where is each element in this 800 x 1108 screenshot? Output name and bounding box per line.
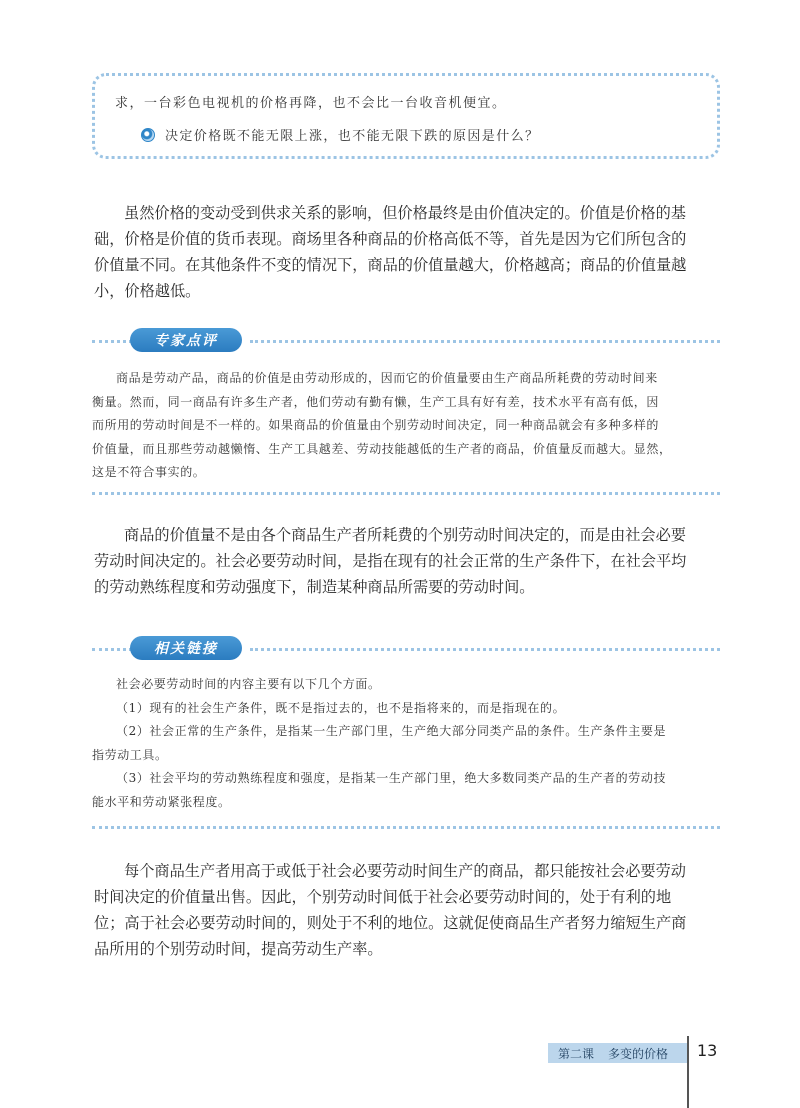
related-line: （2）社会正常的生产条件，是指某一生产部门里，生产绝大部分同类产品的条件。生产条件主要是 [116,724,667,738]
expert-comment-tab: 专家点评 [130,328,242,352]
paragraph-line: 位；高于社会必要劳动时间的，则处于不利的地位。这就促使商品生产者努力缩短生产商 [94,914,687,932]
paragraph-line: 的劳动熟练程度和劳动强度下，制造某种商品所需要的劳动时间。 [94,578,535,596]
question-box-text: 求，一台彩色电视机的价格再降，也不会比一台收音机便宜。 [115,96,507,111]
footer-lesson-title: 多变的价格 [608,1046,669,1061]
paragraph-line: 劳动时间决定的。社会必要劳动时间，是指在现有的社会正常的生产条件下，在社会平均 [94,552,687,570]
expert-line: 这是不符合事实的。 [92,465,206,479]
related-line: 能水平和劳动紧张程度。 [92,794,231,809]
paragraph-1 [94,200,720,304]
expert-line: 商品是劳动产品，商品的价值是由劳动形成的，因而它的价值量要由生产商品所耗费的劳动时间来 [116,371,658,385]
paragraph-line: 小，价格越低。 [94,282,201,300]
page-number: 13 [697,1041,718,1060]
question-text: 决定价格既不能无限上涨，也不能无限下跌的原因是什么？ [165,129,540,144]
question-row [141,125,539,144]
paragraph-line: 商品的价值量不是由各个商品生产者所耗费的个别劳动时间决定的，而是由社会必要 [124,526,686,544]
expert-divider-bottom [92,492,720,495]
paragraph-line: 虽然价格的变动受到供求关系的影响，但价格最终是由价值决定的。价值是价格的基 [124,204,686,222]
related-divider-right [250,648,720,651]
related-line: 社会必要劳动时间的内容主要有以下几个方面。 [116,677,381,691]
related-line: 指劳动工具。 [92,747,168,762]
expert-line: 而所用的劳动时间是不一样的。如果商品的价值量由个别劳动时间决定，同一种商品就会有多种多样的 [92,418,660,432]
paragraph-line: 时间决定的价值量出售。因此，个别劳动时间低于社会必要劳动时间的，处于有利的地 [94,888,672,906]
related-links-tab: 相关链接 [130,636,242,660]
question-bullet-icon [141,128,155,142]
related-line: （3）社会平均的劳动熟练程度和强度，是指某一生产部门里，绝大多数同类产品的生产者的劳动技 [116,771,667,785]
paragraph-line: 每个商品生产者用高于或低于社会必要劳动时间生产的商品，都只能按社会必要劳动 [124,862,686,880]
question-box [92,73,720,159]
related-line: （1）现有的社会生产条件，既不是指过去的，也不是指将来的，而是指现在的。 [116,700,566,715]
footer-lesson: 第二课 [558,1046,595,1061]
expert-comment-text [92,367,720,485]
expert-divider-right [250,340,720,343]
paragraph-3 [94,858,720,962]
paragraph-line: 础，价格是价值的货币表现。商场里各种商品的价格高低不等，首先是因为它们所包含的 [94,230,687,248]
paragraph-line: 价值量不同。在其他条件不变的情况下，商品的价值量越大，价格越高；商品的价值量越 [94,256,687,274]
related-divider-left [92,648,132,651]
paragraph-line: 品所用的个别劳动时间，提高劳动生产率。 [94,940,383,958]
paragraph-2 [94,522,720,600]
expert-line: 价值量，而且那些劳动越懒惰、生产工具越差、劳动技能越低的生产者的商品，价值量反而越大。显然， [92,441,672,456]
related-divider-bottom [92,826,720,829]
expert-line: 衡量。然而，同一商品有许多生产者，他们劳动有勤有懒，生产工具有好有差，技术水平有高有低，因 [92,394,660,409]
related-links-text [92,673,720,814]
footer-divider [687,1036,689,1108]
expert-divider-left [92,340,132,343]
footer-lesson-bar [548,1043,688,1063]
